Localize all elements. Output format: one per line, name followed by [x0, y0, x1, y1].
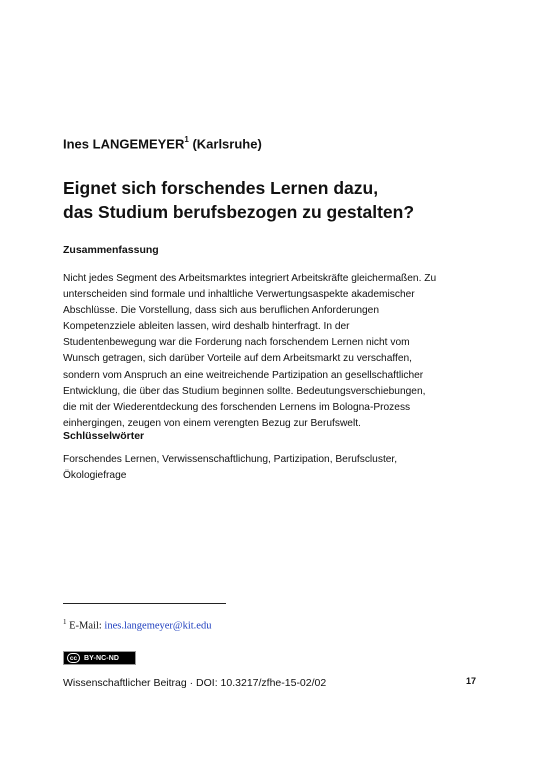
abstract-heading: Zusammenfassung	[63, 244, 159, 256]
abstract-line: Entwicklung, die über das Studium beginnen sollte. Bedeutungsverschiebungen,	[63, 385, 426, 397]
keywords-line: Ökologiefrage	[63, 470, 127, 481]
title-line-1: Eignet sich forschendes Lernen dazu,	[63, 178, 379, 198]
abstract-line: einhergingen, zeugen von einem verengten Bezug zur Berufswelt.	[63, 417, 361, 429]
cc-license-badge[interactable]	[63, 651, 136, 665]
footnote	[63, 618, 211, 632]
page-number: 17	[466, 676, 477, 686]
footnote-rule	[63, 603, 226, 604]
author-footnote-mark: 1	[184, 135, 189, 144]
email-link[interactable]: ines.langemeyer@kit.edu	[104, 620, 212, 632]
abstract-line: sondern vom Anspruch an eine weitreichende Partizipation an gesellschaftlicher	[63, 369, 424, 381]
abstract-line: Nicht jedes Segment des Arbeitsmarktes integriert Arbeitskräfte gleichermaßen. Zu	[63, 273, 437, 284]
cc-logo-icon: cc	[67, 653, 80, 663]
abstract-line: Studentenbewegung war die Forderung nach forschendem Lernen nicht vom	[63, 337, 410, 349]
author-name: Ines LANGEMEYER	[63, 136, 185, 152]
footnote-label: E-Mail:	[69, 620, 102, 632]
abstract-line: unterscheiden sind formale und inhaltliche Verwertungsaspekte akademischer	[63, 289, 415, 301]
keywords-line: Forschendes Lernen, Verwissenschaftlichung, Partizipation, Berufscluster,	[63, 454, 398, 465]
title-line-2: das Studium berufsbezogen zu gestalten?	[63, 202, 415, 222]
keywords-heading: Schlüsselwörter	[63, 430, 145, 442]
abstract-line: Wunsch getragen, sich darüber Vorteile auf dem Arbeitsmarkt zu verschaffen,	[63, 353, 413, 365]
abstract-body	[63, 271, 488, 432]
abstract-line: Abschlüsse. Die Vorstellung, dass sich aus beruflichen Anforderungen	[63, 305, 380, 317]
abstract-line: die mit der Wiederentdeckung des forschenden Lernens im Bologna-Prozess	[63, 401, 411, 413]
keywords-body	[63, 452, 488, 484]
author-line	[63, 136, 262, 151]
abstract-line: Kompetenzziele ableiten lassen, wird deshalb hinterfragt. In der	[63, 321, 350, 333]
paper-title	[63, 176, 483, 224]
footer-doi: Wissenschaftlicher Beitrag · DOI: 10.3217/zfhe-15-02/02	[63, 677, 327, 689]
footnote-mark: 1	[63, 618, 67, 626]
author-affiliation: (Karlsruhe)	[192, 136, 262, 152]
license-text: BY-NC-ND	[84, 654, 120, 662]
